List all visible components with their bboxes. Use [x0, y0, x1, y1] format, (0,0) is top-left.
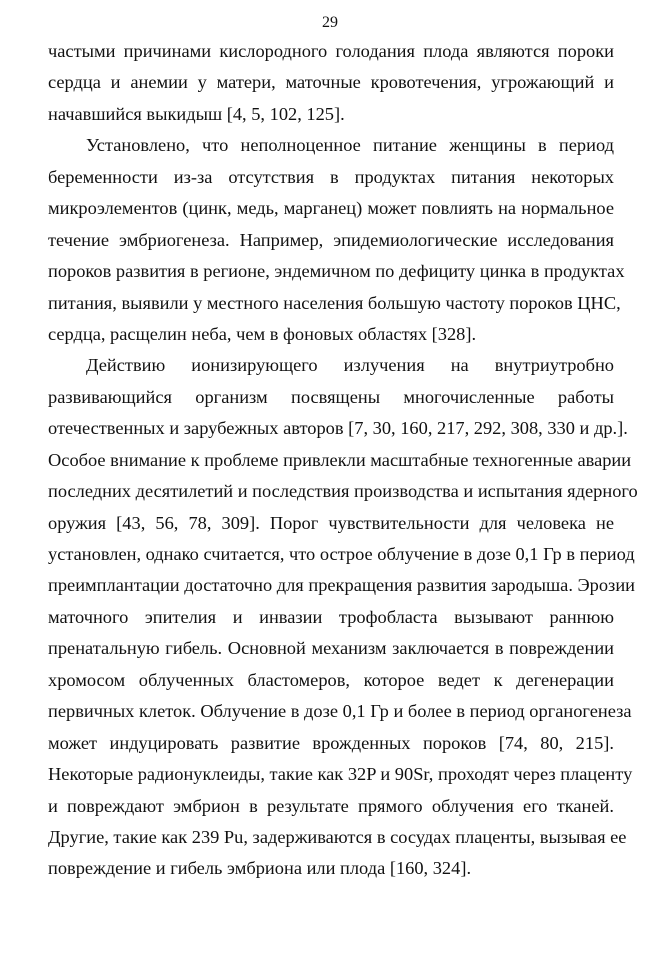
text-line: преимплантации достаточно для прекращения развития зародыша. Эрозии: [48, 575, 636, 596]
text-line: Особое внимание к проблеме привлекли масштабные техногенные аварии: [48, 449, 632, 470]
text-line: начавшийся выкидыш [4, 5, 102, 125].: [48, 103, 345, 124]
text-line: пренатальную гибель. Основной механизм заключается в повреждении: [48, 638, 614, 659]
text-line: маточного эпителия и инвазии трофобласта вызывают раннюю: [48, 606, 614, 627]
text-line: питания, выявили у местного населения большую частоту пороков ЦНС,: [48, 292, 621, 313]
text-line: сердца, расщелин неба, чем в фоновых областях [328].: [48, 323, 477, 344]
text-line: течение эмбриогенеза. Например, эпидемиологические исследования: [48, 229, 614, 250]
text-line: повреждение и гибель эмбриона или плода [160, 324].: [48, 858, 472, 879]
text-line: установлен, однако считается, что острое облучение в дозе 0,1 Гр в период: [48, 544, 635, 564]
paragraph-3: [48, 350, 638, 884]
text-line: частыми причинами кислородного голодания плода являются пороки: [48, 41, 614, 61]
page-number: 29: [322, 14, 338, 31]
text-line: отечественных и зарубежных авторов [7, 30, 160, 217, 292, 308, 330 и др.].: [48, 418, 628, 439]
text-line: Некоторые радионуклеиды, такие как 32P и 90Sr, проходят через плаценту: [48, 764, 633, 785]
paragraph-1: [48, 36, 614, 130]
text-body: [48, 36, 638, 885]
text-line: микроэлементов (цинк, медь, марганец) может повлиять на нормальное: [48, 198, 614, 219]
text-line: последних десятилетий и последствия производства и испытания ядерного: [48, 481, 638, 502]
text-line: Установлено, что неполноценное питание женщины в период: [86, 135, 614, 156]
text-line: пороков развития в регионе, эндемичном по дефициту цинка в продуктах: [48, 261, 625, 282]
text-line: первичных клеток. Облучение в дозе 0,1 Гр и более в период органогенеза: [48, 701, 632, 722]
text-line: Другие, такие как 239 Pu, задерживаются в сосудах плаценты, вызывая ее: [48, 826, 627, 847]
text-line: сердца и анемии у матери, маточные кровотечения, угрожающий и: [48, 72, 614, 93]
paragraph-2: [48, 130, 625, 350]
text-line: развивающийся организм посвящены многочисленные работы: [48, 386, 614, 407]
text-line: беременности из-за отсутствия в продуктах питания некоторых: [48, 166, 614, 187]
text-line: Действию ионизирующего излучения на внутриутробно: [86, 355, 614, 376]
text-line: хромосом облученных бластомеров, которое ведет к дегенерации: [48, 669, 614, 690]
text-line: оружия [43, 56, 78, 309]. Порог чувствительности для человека не: [48, 512, 614, 533]
text-line: и повреждают эмбрион в результате прямого облучения его тканей.: [48, 795, 614, 816]
text-line: может индуцировать развитие врожденных пороков [74, 80, 215].: [48, 732, 614, 753]
